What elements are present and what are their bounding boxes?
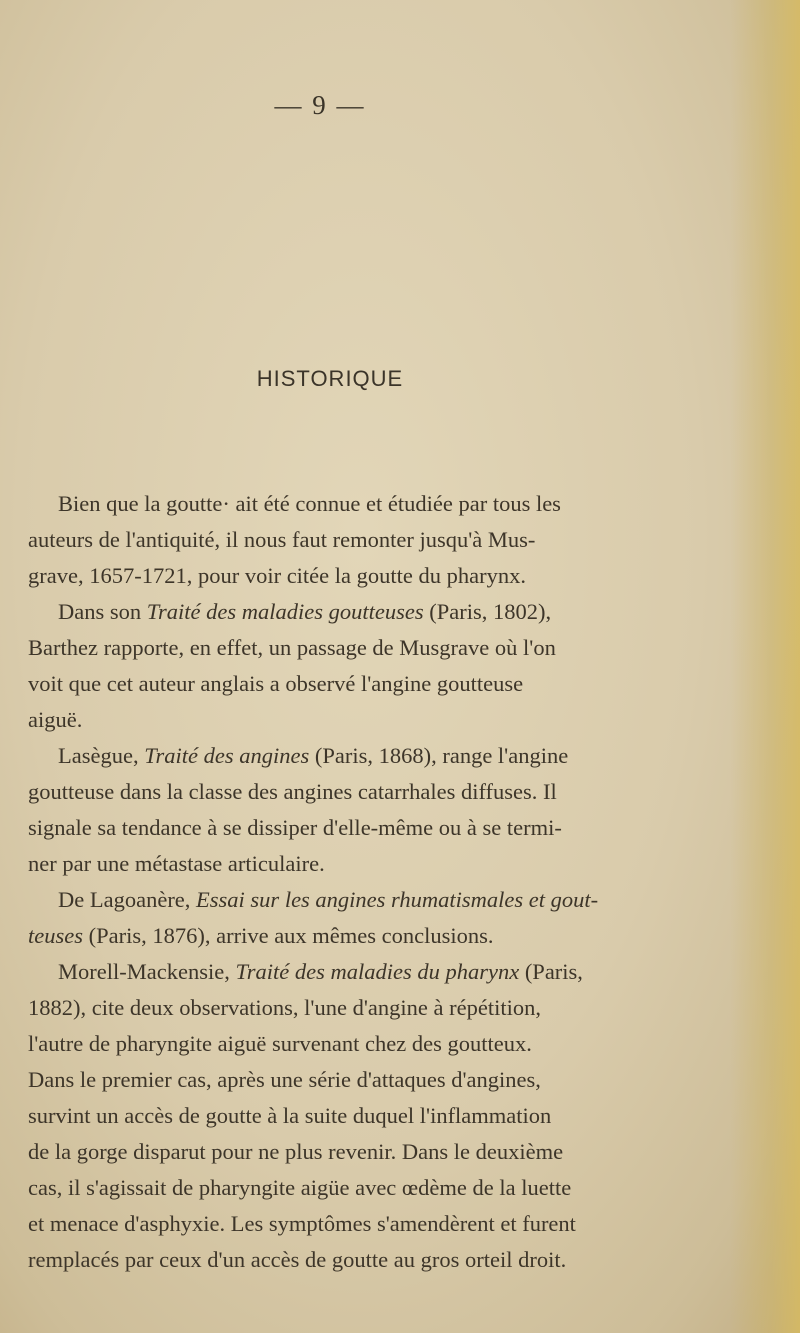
- section-title: HISTORIQUE: [256, 366, 404, 391]
- lasegue-citation: (Paris, 1868), range l'angine: [309, 743, 569, 768]
- text-line-16: l'autre de pharyngite aiguë survenant chez des goutteux.: [28, 1031, 532, 1056]
- text-line-13: [28, 922, 494, 950]
- text-line-18: survint un accès de goutte à la suite duquel l'inflammation: [28, 1103, 552, 1128]
- text-line-15: 1882), cite deux observations, l'une d'angine à répétition,: [28, 995, 541, 1020]
- text-line-19: de la gorge disparut pour ne plus revenir. Dans le deuxième: [28, 1139, 564, 1164]
- text-line-20: cas, il s'agissait de pharyngite aigüe avec œdème de la luette: [28, 1175, 572, 1200]
- text-line-6: voit que cet auteur anglais a observé l'angine goutteuse: [28, 671, 524, 696]
- lagoanere-book-title: Essai sur les angines rhumatismales et gout-: [196, 887, 599, 912]
- barthez-book-title: Traité des maladies goutteuses: [146, 599, 424, 624]
- lagoanere-book-title-cont: teuses: [28, 923, 83, 948]
- text-line-1: Bien que la goutte· ait été connue et étudiée par tous les: [58, 491, 561, 516]
- text-line-12: [58, 886, 598, 914]
- text-line-14-lead: Morell-Mackensie,: [58, 959, 236, 984]
- text-line-2: auteurs de l'antiquité, il nous faut remonter jusqu'à Mus-: [28, 527, 536, 552]
- page-number: — 9 —: [274, 90, 366, 120]
- text-line-8: [58, 742, 568, 770]
- text-line-11: ner par une métastase articulaire.: [28, 851, 325, 876]
- text-line-14: [58, 958, 583, 986]
- text-line-9: goutteuse dans la classe des angines catarrhales diffuses. Il: [28, 779, 557, 804]
- text-line-4-lead: Dans son: [58, 599, 147, 624]
- text-line-7: aiguë.: [28, 707, 83, 732]
- text-line-8-lead: Lasègue,: [58, 743, 145, 768]
- page-edge-discoloration: [730, 0, 800, 1333]
- text-line-17: Dans le premier cas, après une série d'attaques d'angines,: [28, 1067, 541, 1092]
- lagoanere-citation: (Paris, 1876), arrive aux mêmes conclusions.: [83, 923, 494, 948]
- text-line-5: Barthez rapporte, en effet, un passage de Musgrave où l'on: [28, 635, 556, 660]
- morell-book-title: Traité des maladies du pharynx: [235, 959, 520, 984]
- text-line-3: grave, 1657-1721, pour voir citée la goutte du pharynx.: [28, 563, 526, 588]
- barthez-citation: (Paris, 1802),: [423, 599, 552, 624]
- text-line-10: signale sa tendance à se dissiper d'elle-même ou à se termi-: [28, 815, 562, 840]
- text-line-21: et menace d'asphyxie. Les symptômes s'amendèrent et furent: [28, 1211, 576, 1236]
- text-line-4: [58, 598, 551, 626]
- morell-citation: (Paris,: [519, 959, 583, 984]
- text-line-22: remplacés par ceux d'un accès de goutte au gros orteil droit.: [28, 1247, 567, 1272]
- text-line-12-lead: De Lagoanère,: [58, 887, 197, 912]
- lasegue-book-title: Traité des angines: [144, 743, 310, 768]
